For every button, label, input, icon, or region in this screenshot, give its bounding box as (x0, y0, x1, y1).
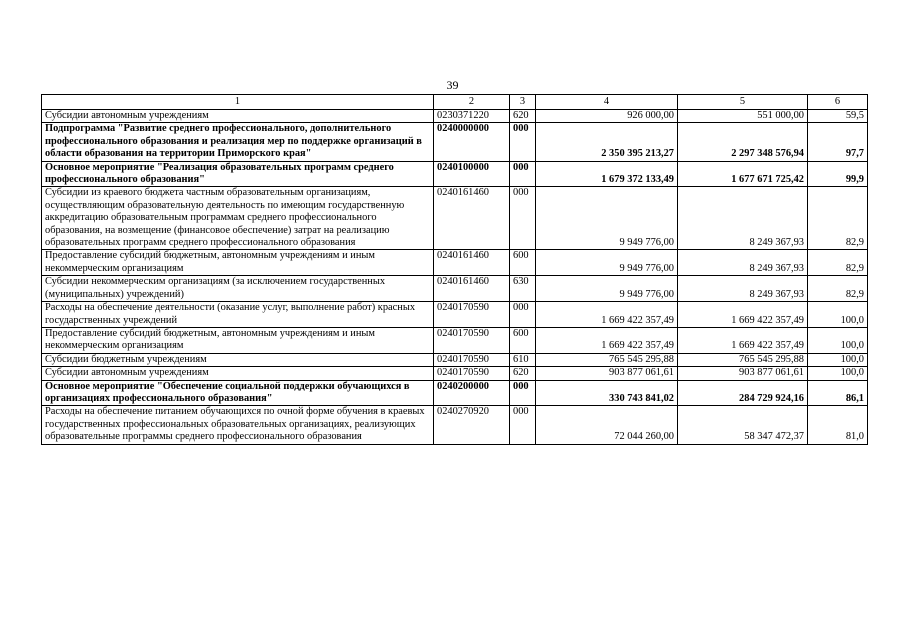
table-row (42, 123, 868, 161)
row-percent-cell: 97,7 (808, 123, 868, 161)
column-header: 4 (536, 95, 678, 110)
table-row (42, 380, 868, 406)
row-name-cell: Предоставление субсидий бюджетным, автономным учреждениям и иным некоммерческим организациям (42, 327, 434, 353)
row-fact-cell: 8 249 367,93 (678, 187, 808, 250)
row-code-cell: 0240170590 (434, 353, 510, 366)
column-header: 1 (42, 95, 434, 110)
row-type-cell: 600 (510, 327, 536, 353)
row-percent-cell: 100,0 (808, 302, 868, 328)
row-code-cell: 0240000000 (434, 123, 510, 161)
row-name-cell: Субсидии из краевого бюджета частным образовательным организациям, осуществляющим образовательную деятельность по имеющим государственную аккредитацию образовательным программам среднего профессионального образования, на возмещение (финансовое обеспечение) затрат на реализацию образовательных программ среднего профессионального образования (42, 187, 434, 250)
row-name-cell: Субсидии автономным учреждениям (42, 367, 434, 380)
row-code-cell: 0240100000 (434, 161, 510, 187)
table-row (42, 161, 868, 187)
row-percent-cell: 82,9 (808, 276, 868, 302)
row-plan-cell: 1 669 422 357,49 (536, 327, 678, 353)
row-percent-cell: 81,0 (808, 406, 868, 444)
row-code-cell: 0240270920 (434, 406, 510, 444)
row-plan-cell: 2 350 395 213,27 (536, 123, 678, 161)
row-code-cell: 0240170590 (434, 367, 510, 380)
row-fact-cell: 8 249 367,93 (678, 250, 808, 276)
row-code-cell: 0240161460 (434, 276, 510, 302)
row-plan-cell: 903 877 061,61 (536, 367, 678, 380)
row-percent-cell: 82,9 (808, 187, 868, 250)
table-row (42, 276, 868, 302)
row-code-cell: 0240200000 (434, 380, 510, 406)
row-plan-cell: 765 545 295,88 (536, 353, 678, 366)
row-percent-cell: 82,9 (808, 250, 868, 276)
row-name-cell: Основное мероприятие "Реализация образовательных программ среднего профессионального образования" (42, 161, 434, 187)
row-plan-cell: 72 044 260,00 (536, 406, 678, 444)
row-type-cell: 000 (510, 187, 536, 250)
row-plan-cell: 926 000,00 (536, 110, 678, 123)
row-fact-cell: 551 000,00 (678, 110, 808, 123)
row-type-cell: 610 (510, 353, 536, 366)
row-fact-cell: 58 347 472,37 (678, 406, 808, 444)
row-name-cell: Расходы на обеспечение деятельности (оказание услуг, выполнение работ) красных государственных учреждений (42, 302, 434, 328)
row-name-cell: Основное мероприятие "Обеспечение социальной поддержки обучающихся в организациях профессионального образования" (42, 380, 434, 406)
row-type-cell: 000 (510, 161, 536, 187)
column-header: 2 (434, 95, 510, 110)
row-fact-cell: 284 729 924,16 (678, 380, 808, 406)
budget-table (41, 94, 868, 445)
row-percent-cell: 100,0 (808, 327, 868, 353)
row-type-cell: 630 (510, 276, 536, 302)
row-type-cell: 000 (510, 406, 536, 444)
table-row (42, 367, 868, 380)
row-type-cell: 620 (510, 110, 536, 123)
row-fact-cell: 1 669 422 357,49 (678, 302, 808, 328)
row-percent-cell: 59,5 (808, 110, 868, 123)
row-type-cell: 620 (510, 367, 536, 380)
row-plan-cell: 9 949 776,00 (536, 276, 678, 302)
row-plan-cell: 9 949 776,00 (536, 187, 678, 250)
row-name-cell: Расходы на обеспечение питанием обучающихся по очной форме обучения в краевых государственных профессиональных образовательных организациях, реализующих образовательные программы среднего профессионального образования (42, 406, 434, 444)
row-percent-cell: 86,1 (808, 380, 868, 406)
row-code-cell: 0230371220 (434, 110, 510, 123)
column-header: 6 (808, 95, 868, 110)
table-row (42, 353, 868, 366)
row-name-cell: Подпрограмма "Развитие среднего профессионального, дополнительного профессионального образования и реализация мер по поддержке организаций в области образования на территории Приморского края" (42, 123, 434, 161)
row-type-cell: 600 (510, 250, 536, 276)
table-row (42, 250, 868, 276)
row-fact-cell: 1 669 422 357,49 (678, 327, 808, 353)
row-fact-cell: 2 297 348 576,94 (678, 123, 808, 161)
column-header: 3 (510, 95, 536, 110)
row-code-cell: 0240161460 (434, 187, 510, 250)
row-fact-cell: 765 545 295,88 (678, 353, 808, 366)
row-percent-cell: 100,0 (808, 367, 868, 380)
table-row (42, 110, 868, 123)
row-fact-cell: 8 249 367,93 (678, 276, 808, 302)
table-row (42, 187, 868, 250)
row-fact-cell: 1 677 671 725,42 (678, 161, 808, 187)
column-header: 5 (678, 95, 808, 110)
row-type-cell: 000 (510, 123, 536, 161)
row-plan-cell: 1 669 422 357,49 (536, 302, 678, 328)
row-code-cell: 0240170590 (434, 327, 510, 353)
row-code-cell: 0240161460 (434, 250, 510, 276)
row-fact-cell: 903 877 061,61 (678, 367, 808, 380)
row-name-cell: Предоставление субсидий бюджетным, автономным учреждениям и иным некоммерческим организациям (42, 250, 434, 276)
table-row (42, 406, 868, 444)
row-type-cell: 000 (510, 302, 536, 328)
row-code-cell: 0240170590 (434, 302, 510, 328)
header-row (42, 95, 868, 110)
row-type-cell: 000 (510, 380, 536, 406)
row-name-cell: Субсидии некоммерческим организациям (за исключением государственных (муниципальных) учреждений) (42, 276, 434, 302)
table-row (42, 327, 868, 353)
page-number: 39 (446, 78, 459, 92)
row-percent-cell: 99,9 (808, 161, 868, 187)
row-plan-cell: 330 743 841,02 (536, 380, 678, 406)
row-plan-cell: 9 949 776,00 (536, 250, 678, 276)
row-plan-cell: 1 679 372 133,49 (536, 161, 678, 187)
table-row (42, 302, 868, 328)
row-name-cell: Субсидии бюджетным учреждениям (42, 353, 434, 366)
row-name-cell: Субсидии автономным учреждениям (42, 110, 434, 123)
row-percent-cell: 100,0 (808, 353, 868, 366)
